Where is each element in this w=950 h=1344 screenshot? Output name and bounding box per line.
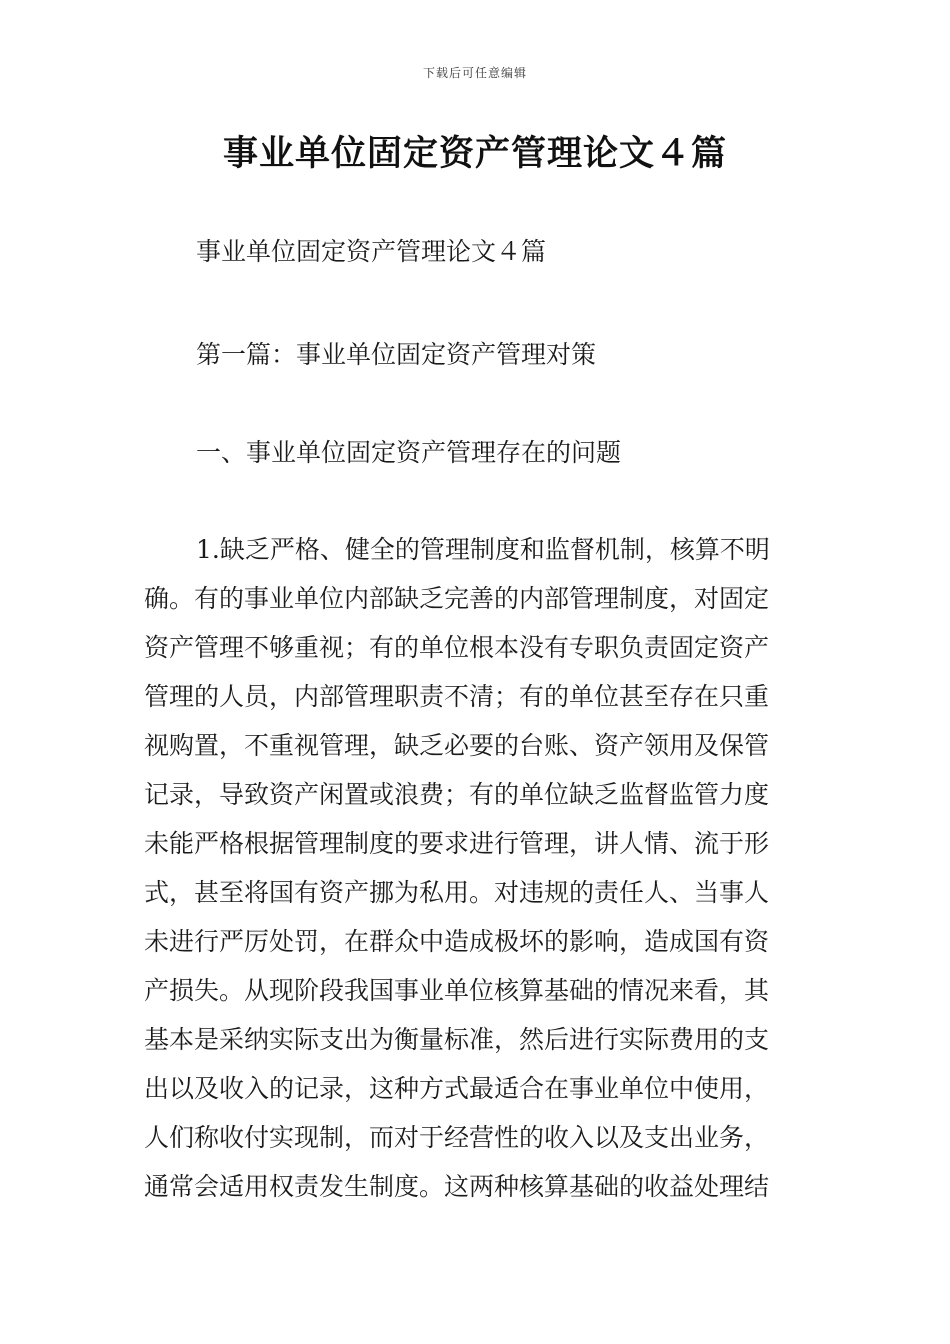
- paragraph-line: 未进行严厉处罚，在群众中造成极坏的影响，造成国有资: [144, 927, 770, 956]
- section-heading: 一、事业单位固定资产管理存在的问题: [196, 438, 622, 467]
- subtitle-line: 事业单位固定资产管理论文４篇: [196, 237, 547, 266]
- paragraph-line: 人们称收付实现制，而对于经营性的收入以及支出业务，: [144, 1123, 770, 1152]
- paragraph-line: 1.缺乏严格、健全的管理制度和监督机制，核算不明: [196, 535, 770, 564]
- document-title: 事业单位固定资产管理论文４篇: [222, 134, 727, 174]
- paragraph-line: 管理的人员，内部管理职责不清；有的单位甚至存在只重: [144, 682, 770, 711]
- paragraph-line: 确。有的事业单位内部缺乏完善的内部管理制度，对固定: [144, 584, 770, 613]
- paragraph-line: 通常会适用权责发生制度。这两种核算基础的收益处理结: [144, 1172, 770, 1201]
- paragraph-line: 未能严格根据管理制度的要求进行管理，讲人情、流于形: [144, 829, 770, 858]
- paragraph-line: 资产管理不够重视；有的单位根本没有专职负责固定资产: [144, 633, 770, 662]
- paragraph-line: 式，甚至将国有资产挪为私用。对违规的责任人、当事人: [144, 878, 770, 907]
- header-note: 下载后可任意编辑: [422, 66, 527, 80]
- part-heading: 第一篇：事业单位固定资产管理对策: [196, 340, 597, 369]
- paragraph-line: 视购置，不重视管理，缺乏必要的台账、资产领用及保管: [144, 731, 770, 760]
- paragraph-line: 基本是采纳实际支出为衡量标准，然后进行实际费用的支: [144, 1025, 770, 1054]
- body-paragraph: [144, 525, 806, 1211]
- paragraph-line: 产损失。从现阶段我国事业单位核算基础的情况来看，其: [144, 976, 770, 1005]
- paragraph-line: 出以及收入的记录，这种方式最适合在事业单位中使用，: [144, 1074, 770, 1103]
- paragraph-line: 记录，导致资产闲置或浪费；有的单位缺乏监督监管力度: [144, 780, 770, 809]
